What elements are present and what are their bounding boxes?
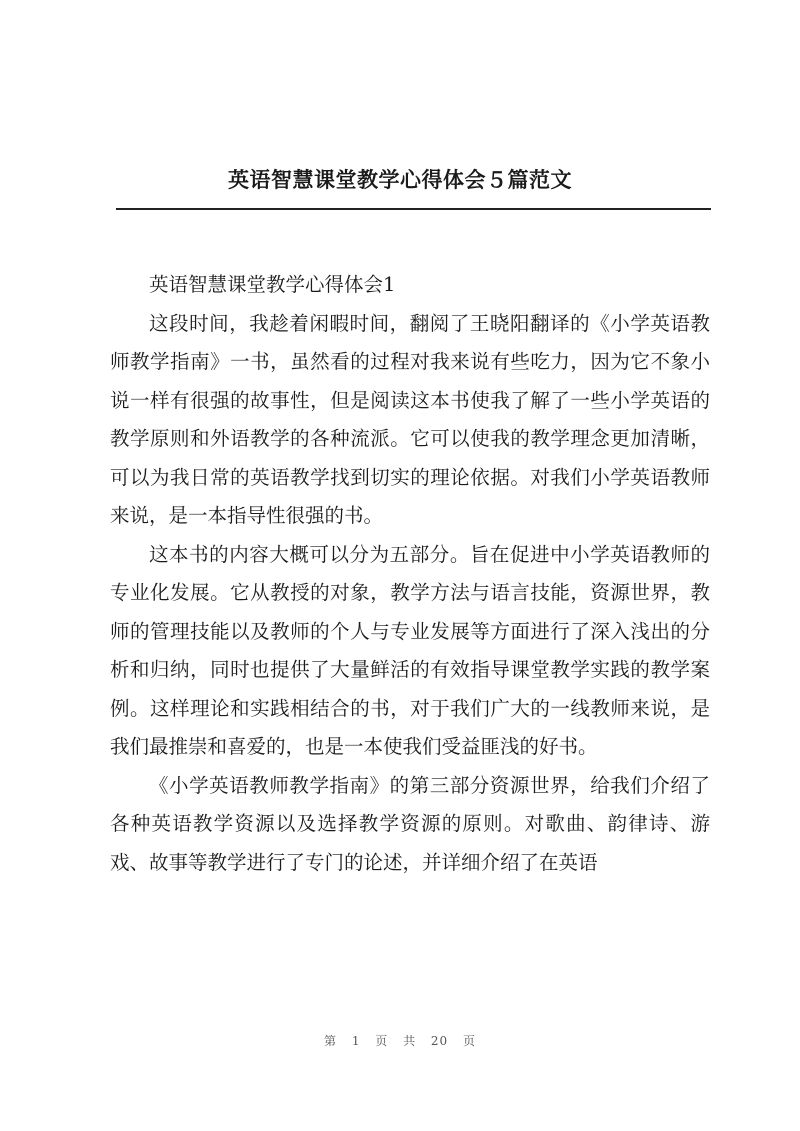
document-body <box>110 266 710 882</box>
title-divider <box>116 208 711 210</box>
paragraph-1: 这段时间，我趁着闲暇时间，翻阅了王晓阳翻译的《小学英语教师教学指南》一书，虽然看的过程对我来说有些吃力，因为它不象小说一样有很强的故事性，但是阅读这本书使我了解了一些小学英语的教学原则和外语教学的各种流派。它可以使我的教学理念更加清晰，可以为我日常的英语教学找到切实的理论依据。对我们小学英语教师来说，是一本指导性很强的书。 <box>110 311 710 527</box>
paragraph-2: 这本书的内容大概可以分为五部分。旨在促进中小学英语教师的专业化发展。它从教授的对象，教学方法与语言技能，资源世界，教师的管理技能以及教师的个人与专业发展等方面进行了深入浅出的分析和归纳，同时也提供了大量鲜活的有效指导课堂教学实践的教学案例。这样理论和实践相结合的书，对于我们广大的一线教师来说，是我们最推崇和喜爱的，也是一本使我们受益匪浅的好书。 <box>110 542 710 758</box>
paragraph-3: 《小学英语教师教学指南》的第三部分资源世界，给我们介绍了各种英语教学资源以及选择教学资源的原则。对歌曲、韵律诗、游戏、故事等教学进行了专门的论述，并详细介绍了在英语 <box>110 773 710 874</box>
section-heading: 英语智慧课堂教学心得体会1 <box>149 273 396 296</box>
page-number-footer: 第 1 页 共 20 页 <box>324 1034 476 1048</box>
document-title: 英语智慧课堂教学心得体会５篇范文 <box>228 167 572 192</box>
